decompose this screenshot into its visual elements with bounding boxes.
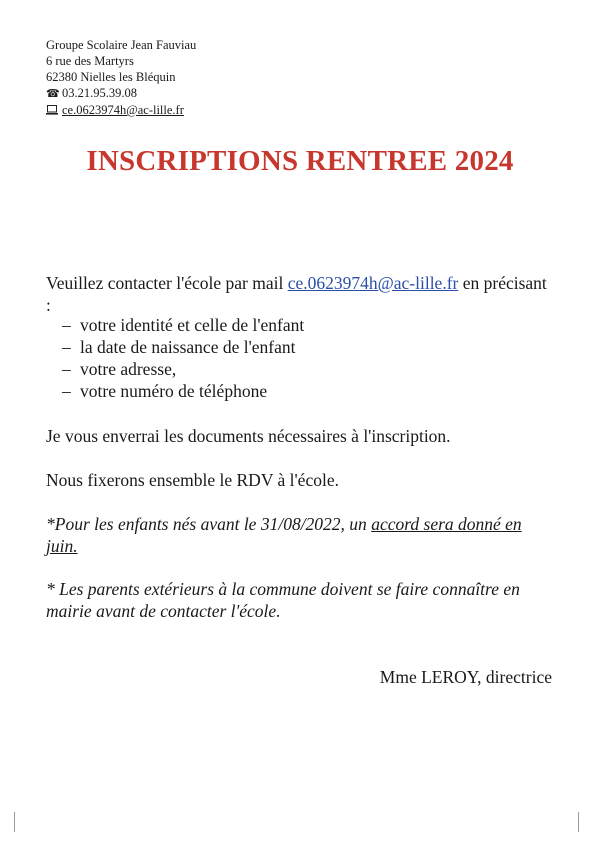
signature: Mme LEROY, directrice xyxy=(379,667,552,687)
intro-text-end: en précisant : xyxy=(46,273,547,315)
school-email[interactable]: ce.0623974h@ac-lille.fr xyxy=(62,103,184,117)
school-city: 62380 Nielles les Bléquin xyxy=(46,70,176,84)
list-item xyxy=(62,314,304,336)
school-phone: 03.21.95.39.08 xyxy=(62,86,137,100)
school-email-line xyxy=(46,102,196,119)
list-item xyxy=(62,358,304,380)
age-note xyxy=(46,513,556,557)
school-name: Groupe Scolaire Jean Fauviau xyxy=(46,38,197,52)
list-bullet: – xyxy=(62,381,71,401)
page-title: INSCRIPTIONS RENTREE 2024 xyxy=(86,145,514,177)
external-parents-note: * Les parents extérieurs à la commune doivent se faire connaître en mairie avant de contacter l'école. xyxy=(46,579,520,621)
phone-icon: ☎ xyxy=(46,88,60,100)
list-item-text: votre numéro de téléphone xyxy=(80,381,268,401)
list-bullet: – xyxy=(62,315,71,335)
scan-edge-mark-right xyxy=(578,812,579,832)
scan-edge-mark-left xyxy=(14,812,15,832)
age-note-text: *Pour les enfants nés avant le 31/08/2022, un xyxy=(46,514,372,534)
list-item-text: votre adresse, xyxy=(80,359,177,379)
school-address-block xyxy=(46,37,196,119)
list-item-text: la date de naissance de l'enfant xyxy=(80,337,296,357)
school-phone-line xyxy=(46,85,196,102)
list-item-text: votre identité et celle de l'enfant xyxy=(80,315,305,335)
appointment-paragraph: Nous fixerons ensemble le RDV à l'école. xyxy=(46,470,339,490)
intro-text: Veuillez contacter l'école par mail xyxy=(46,273,288,293)
required-info-list xyxy=(62,314,304,402)
list-item xyxy=(62,380,304,402)
list-bullet: – xyxy=(62,359,71,379)
list-item xyxy=(62,336,304,358)
school-street: 6 rue des Martyrs xyxy=(46,54,134,68)
age-note-underlined: accord sera donné en juin. xyxy=(46,514,522,556)
contact-email-link[interactable]: ce.0623974h@ac-lille.fr xyxy=(287,273,459,293)
documents-paragraph: Je vous enverrai les documents nécessaires à l'inscription. xyxy=(46,426,451,446)
intro-paragraph xyxy=(46,272,556,316)
list-bullet: – xyxy=(62,337,71,357)
computer-icon xyxy=(46,103,60,119)
